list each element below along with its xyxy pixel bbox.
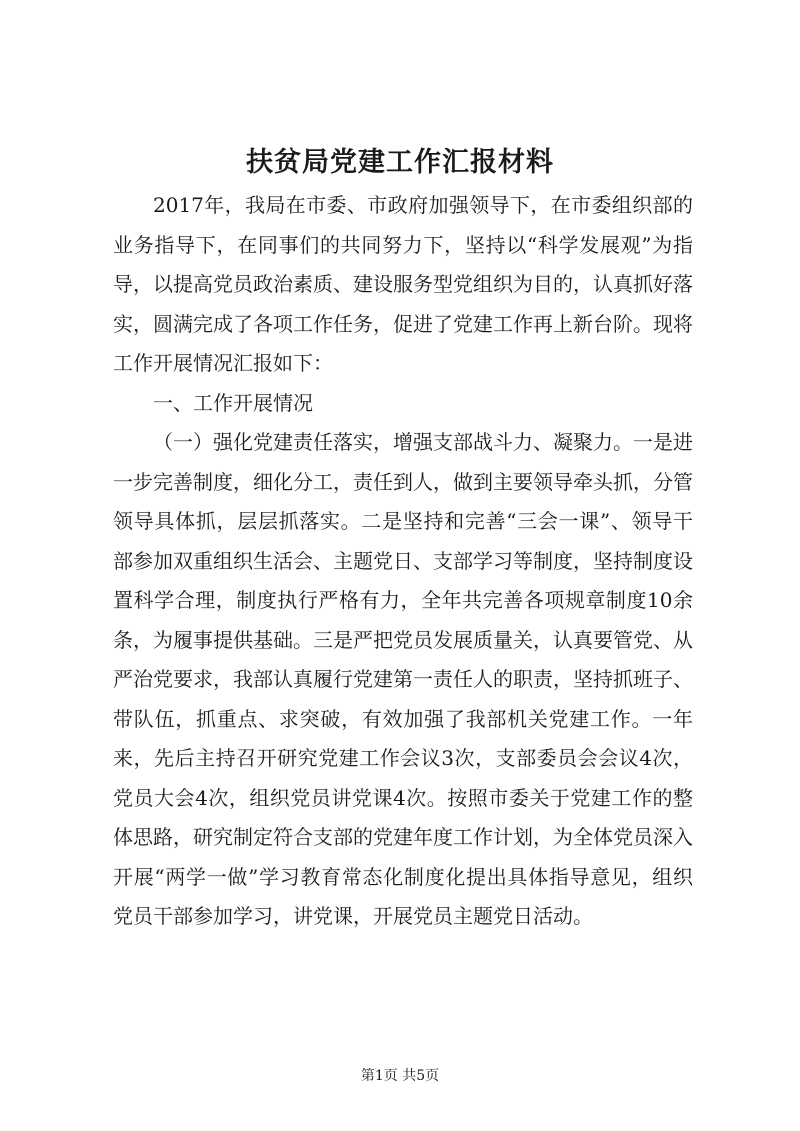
document-title: 扶贫局党建工作汇报材料 <box>246 147 554 178</box>
section-heading: 一、工作开展情况 <box>153 390 313 415</box>
document-body <box>113 186 693 937</box>
section-paragraph: （一）强化党建责任落实，增强支部战斗力、凝聚力。一是进一步完善制度，细化分工，责任到人，做到主要领导牵头抓，分管领导具体抓，层层抓落实。二是坚持和完善“三会一课”、领导干部参加双重组织生活会、主题党日、支部学习等制度，坚持制度设置科学合理，制度执行严格有力，全年共完善各项规章制度10余条，为履事提供基础。三是严把党员发展质量关，认真要管党、从严治党要求，我部认真履行党建第一责任人的职责，坚持抓班子、带队伍，抓重点、求突破，有效加强了我部机关党建工作。一年来，先后主持召开研究党建工作会议3次，支部委员会会议4次，党员大会4次，组织党员讲党课4次。按照市委关于党建工作的整体思路，研究制定符合支部的党建年度工作计划，为全体党员深入开展“两学一做”学习教育常态化制度化提出具体指导意见，组织党员干部参加学习，讲党课，开展党员主题党日活动。 <box>113 430 693 928</box>
intro-paragraph: 2017年，我局在市委、市政府加强领导下，在市委组织部的业务指导下，在同事们的共同努力下，坚持以“科学发展观”为指导，以提高党员政治素质、建设服务型党组织为目的，认真抓好落实，圆满完成了各项工作任务，促进了党建工作再上新台阶。现将工作开展情况汇报如下： <box>113 193 693 375</box>
page-number-footer: 第1页 共5页 <box>360 1068 440 1084</box>
